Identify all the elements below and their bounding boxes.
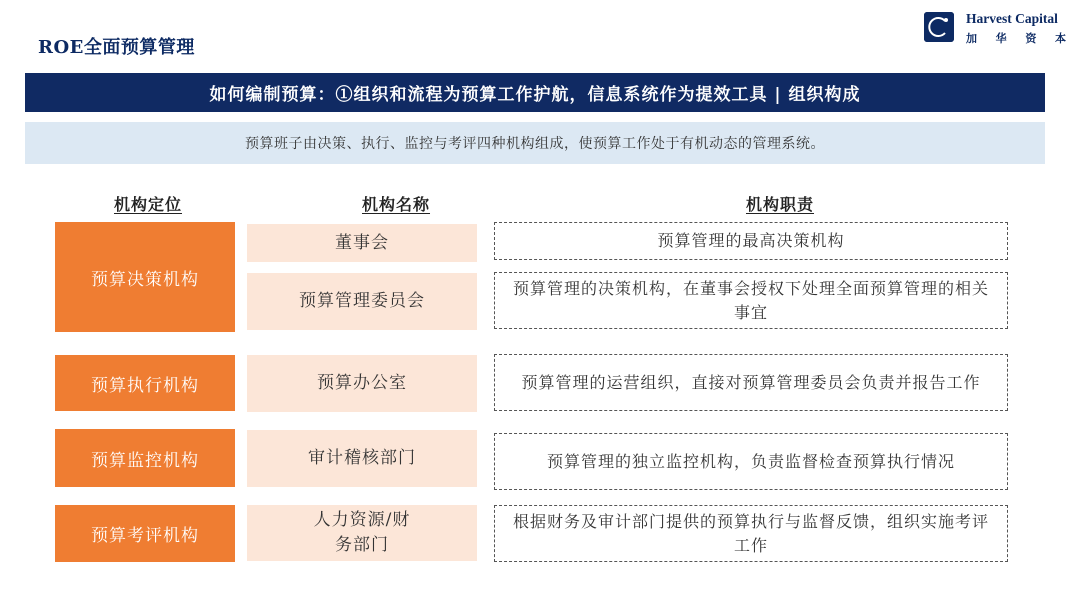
logo-cn-char: 本: [1054, 32, 1066, 45]
column-header-duty: 机构职责: [745, 195, 815, 214]
category-decision: 预算决策机构: [55, 222, 235, 332]
org-name-budget-committee: 预算管理委员会: [247, 273, 477, 330]
logo-cn-char: 加: [966, 32, 977, 45]
org-name-audit-dept: 审计稽核部门: [247, 430, 477, 487]
intro-text: 预算班子由决策、执行、监控与考评四种机构组成，使预算工作处于有机动态的管理系统。: [25, 122, 1045, 164]
org-name-budget-office: 预算办公室: [247, 355, 477, 412]
category-execution: 预算执行机构: [55, 355, 235, 411]
column-header-name: 机构名称: [361, 195, 431, 214]
column-header-positioning: 机构定位: [113, 195, 183, 214]
logo-mark-icon: [924, 12, 954, 42]
org-name-board: 董事会: [247, 224, 477, 262]
category-monitoring: 预算监控机构: [55, 429, 235, 487]
category-evaluation: 预算考评机构: [55, 505, 235, 562]
harvest-capital-logo: [922, 10, 1072, 46]
org-name-hr-finance: 人力资源/财务部门: [247, 505, 477, 561]
duty-budget-committee: 预算管理的决策机构，在董事会授权下处理全面预算管理的相关事宜: [494, 272, 1008, 329]
page-title: ROE全面预算管理: [38, 37, 195, 58]
duty-audit-dept: 预算管理的独立监控机构，负责监督检查预算执行情况: [494, 433, 1008, 490]
duty-board: 预算管理的最高决策机构: [494, 222, 1008, 260]
logo-cn: [966, 30, 1066, 46]
logo-name: Harvest Capital: [966, 11, 1058, 26]
section-banner: 如何编制预算：①组织和流程为预算工作护航，信息系统作为提效工具 | 组织构成: [25, 73, 1045, 112]
duty-hr-finance: 根据财务及审计部门提供的预算执行与监督反馈，组织实施考评工作: [494, 505, 1008, 562]
duty-budget-office: 预算管理的运营组织，直接对预算管理委员会负责并报告工作: [494, 354, 1008, 411]
logo-cn-char: 资: [1025, 32, 1037, 45]
logo-cn-char: 华: [995, 32, 1007, 45]
